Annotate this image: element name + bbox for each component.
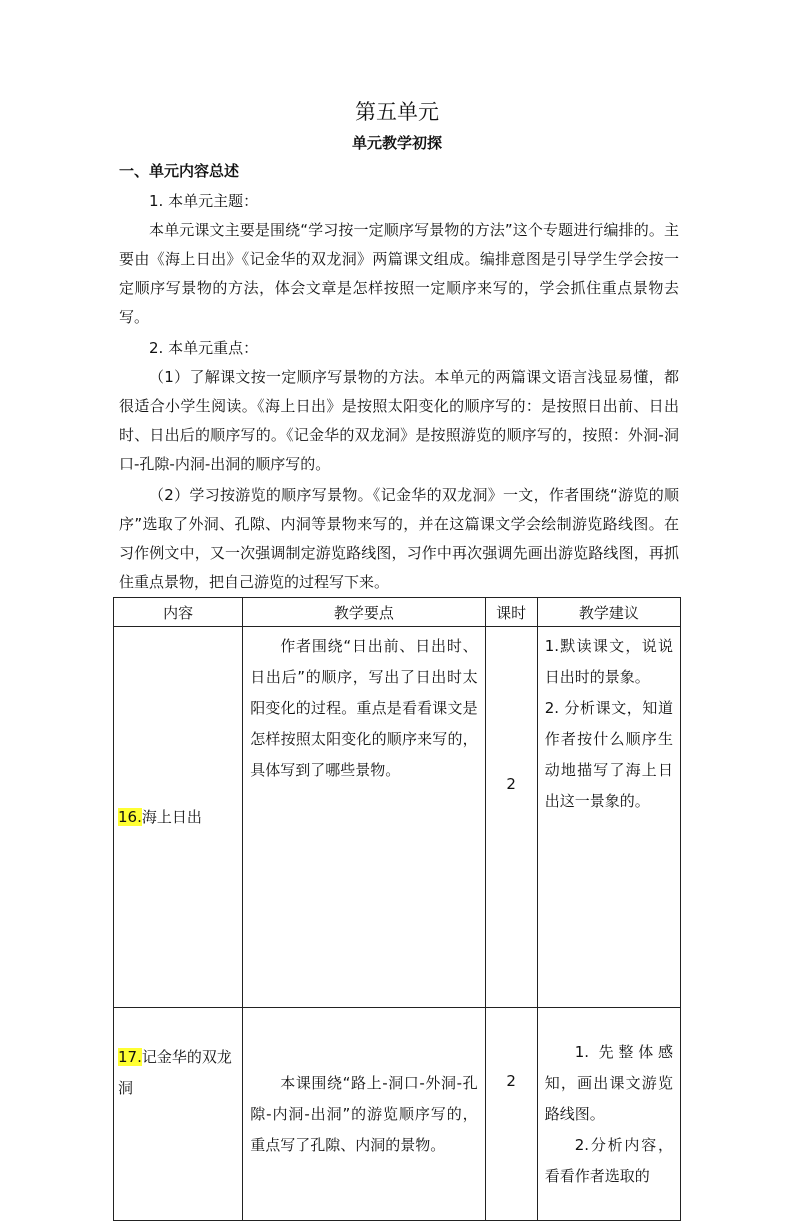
lesson-hours: 2 [485,1008,537,1221]
unit-title: 第五单元 [355,100,439,124]
suggestion-2: 2. 分析课文，知道作者按什么顺序生动地描写了海上日出这一景象的。 [544,699,673,810]
header-hours: 课时 [485,598,537,627]
lesson-points: 本课围绕“路上-洞口-外洞-孔隙-内洞-出洞”的游览顺序写的，重点写了孔隙、内洞的景物。 [250,1073,478,1154]
section-heading: 一、单元内容总述 [119,162,240,180]
theme-label: 1. 本单元主题： [149,192,259,210]
unit-subtitle: 单元教学初探 [351,134,442,152]
lesson-name: 海上日出 [141,807,202,826]
suggestion-1: 1.默读课文，说说日出时的景象。 [544,637,673,686]
lesson-name-cell [114,1008,243,1221]
focus-paragraph-1: （1）了解课文按一定顺序写景物的方法。本单元的两篇课文语言浅显易懂，都很适合小学生阅读。《海上日出》是按照太阳变化的顺序写的：是按照日出前、日出时、日出后的顺序写的。《记金华的双龙洞》是按照游览的顺序写的，按照：外洞-洞口-孔隙-内洞-出洞的顺序写的。 [119,368,679,473]
lesson-number: 16. [118,807,142,826]
focus-paragraph-2: （2）学习按游览的顺序写景物。《记金华的双龙洞》一文，作者围绕“游览的顺序”选取了外洞、孔隙、内洞等景物来写的，并在这篇课文学会绘制游览路线图。在习作例文中，又一次强调制定游览路线图，习作中再次强调先画出游览路线图，再抓住重点景物，把自己游览的过程写下来。 [119,486,679,591]
lesson-name-cell [114,627,243,1008]
table-row [114,627,681,1008]
header-points: 教学要点 [243,598,485,627]
table-header-row [114,598,681,627]
lesson-suggestions-cell [537,627,680,1008]
theme-paragraph: 本单元课文主要是围绕“学习按一定顺序写景物的方法”这个专题进行编排的。主要由《海上日出》《记金华的双龙洞》两篇课文组成。编排意图是引导学生学会按一定顺序写景物的方法，体会文章是怎样按照一定顺序来写的，学会抓住重点景物去写。 [119,221,679,326]
header-content: 内容 [114,598,243,627]
lesson-suggestions-cell [537,1008,680,1221]
table-row [114,1008,681,1221]
suggestion-2: 2.分析内容，看看作者选取的 [544,1135,673,1185]
lesson-name: 记金华的双龙洞 [118,1048,232,1097]
focus-label: 2. 本单元重点： [149,339,259,357]
suggestion-1: 1. 先整体感知，画出课文游览路线图。 [544,1042,673,1123]
header-suggestions: 教学建议 [537,598,680,627]
lesson-points-cell [243,1008,485,1221]
lesson-points-cell [243,627,485,1008]
lesson-table [113,597,681,1221]
lesson-points: 作者围绕“日出前、日出时、日出后”的顺序，写出了日出时太阳变化的过程。重点是看看课文是怎样按照太阳变化的顺序来写的，具体写到了哪些景物。 [250,637,478,779]
lesson-number: 17. [118,1048,142,1066]
lesson-hours: 2 [485,627,537,1008]
